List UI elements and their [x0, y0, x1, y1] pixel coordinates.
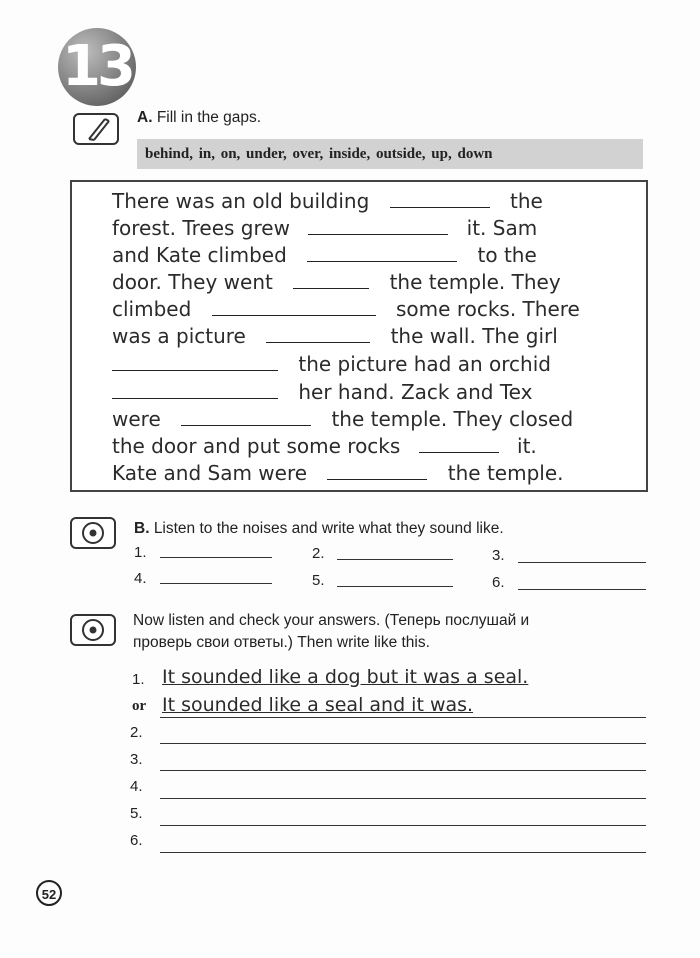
gap-blank[interactable]	[181, 407, 311, 426]
answer-line[interactable]	[160, 769, 646, 771]
answer-number: 3.	[492, 547, 505, 564]
story-line: were the temple. They closed	[112, 407, 574, 431]
answer-number: 5.	[130, 805, 143, 822]
answer-number: 4.	[134, 570, 147, 587]
unit-number-badge: 13	[58, 28, 136, 106]
gap-blank[interactable]	[112, 380, 278, 399]
gap-blank[interactable]	[293, 270, 369, 289]
answer-line[interactable]	[160, 556, 272, 558]
task-c-instruction-line2: проверь свои ответы.) Then write like this.	[133, 634, 430, 651]
answer-line[interactable]	[160, 824, 646, 826]
gap-blank[interactable]	[307, 243, 457, 262]
story-line: her hand. Zack and Tex	[112, 380, 632, 406]
story-line: climbed some rocks. There	[112, 297, 580, 321]
example-sentence-1: It sounded like a dog but it was a seal.	[162, 666, 529, 688]
cd-audio-icon[interactable]	[70, 614, 116, 646]
gap-blank[interactable]	[212, 297, 376, 316]
example-sentence-2: It sounded like a seal and it was.	[162, 694, 474, 716]
story-line: the picture had an orchid	[112, 352, 632, 378]
gap-blank[interactable]	[112, 352, 278, 371]
answer-line[interactable]	[337, 585, 453, 587]
cd-audio-icon[interactable]	[70, 517, 116, 549]
story-line: Kate and Sam were the temple.	[112, 461, 564, 485]
story-line: and Kate climbed to the	[112, 243, 537, 267]
answer-line[interactable]	[160, 851, 646, 853]
story-line: forest. Trees grew it. Sam	[112, 216, 538, 240]
gap-blank[interactable]	[266, 324, 370, 343]
answer-number: 6.	[130, 832, 143, 849]
answer-number: 1.	[134, 544, 147, 561]
story-line: the door and put some rocks it.	[112, 434, 537, 458]
answer-number: 5.	[312, 572, 325, 589]
or-label: or	[132, 698, 147, 714]
pencil-icon	[73, 113, 119, 145]
answer-line[interactable]	[518, 588, 646, 590]
answer-line[interactable]	[160, 582, 272, 584]
answer-line[interactable]	[160, 716, 646, 718]
answer-line[interactable]	[518, 561, 646, 563]
story-line: There was an old building the	[112, 189, 543, 213]
answer-number: 6.	[492, 574, 505, 591]
task-a-heading	[137, 109, 261, 127]
story-line: door. They went the temple. They	[112, 270, 561, 294]
page-number: 52	[36, 880, 62, 906]
task-b-letter: B.	[134, 520, 150, 537]
task-b-instruction: Listen to the noises and write what they sound like.	[153, 520, 504, 537]
gap-blank[interactable]	[390, 189, 490, 208]
word-bank: behind, in, on, under, over, inside, outside, up, down	[137, 139, 643, 169]
task-a-instruction: Fill in the gaps.	[156, 109, 262, 126]
gap-blank[interactable]	[419, 434, 499, 453]
gap-blank[interactable]	[327, 461, 427, 480]
answer-line[interactable]	[160, 742, 646, 744]
answer-line[interactable]	[160, 797, 646, 799]
answer-number: 3.	[130, 751, 143, 768]
task-a-letter: A.	[137, 109, 153, 126]
story-line: was a picture the wall. The girl	[112, 324, 558, 348]
answer-line[interactable]	[337, 558, 453, 560]
task-b-heading	[134, 520, 504, 538]
task-c-instruction-line1: Now listen and check your answers. (Теперь послушай и	[133, 612, 530, 629]
answer-number: 4.	[130, 778, 143, 795]
gap-blank[interactable]	[308, 216, 448, 235]
example-number: 1.	[132, 671, 145, 688]
answer-number: 2.	[312, 545, 325, 562]
answer-number: 2.	[130, 724, 143, 741]
